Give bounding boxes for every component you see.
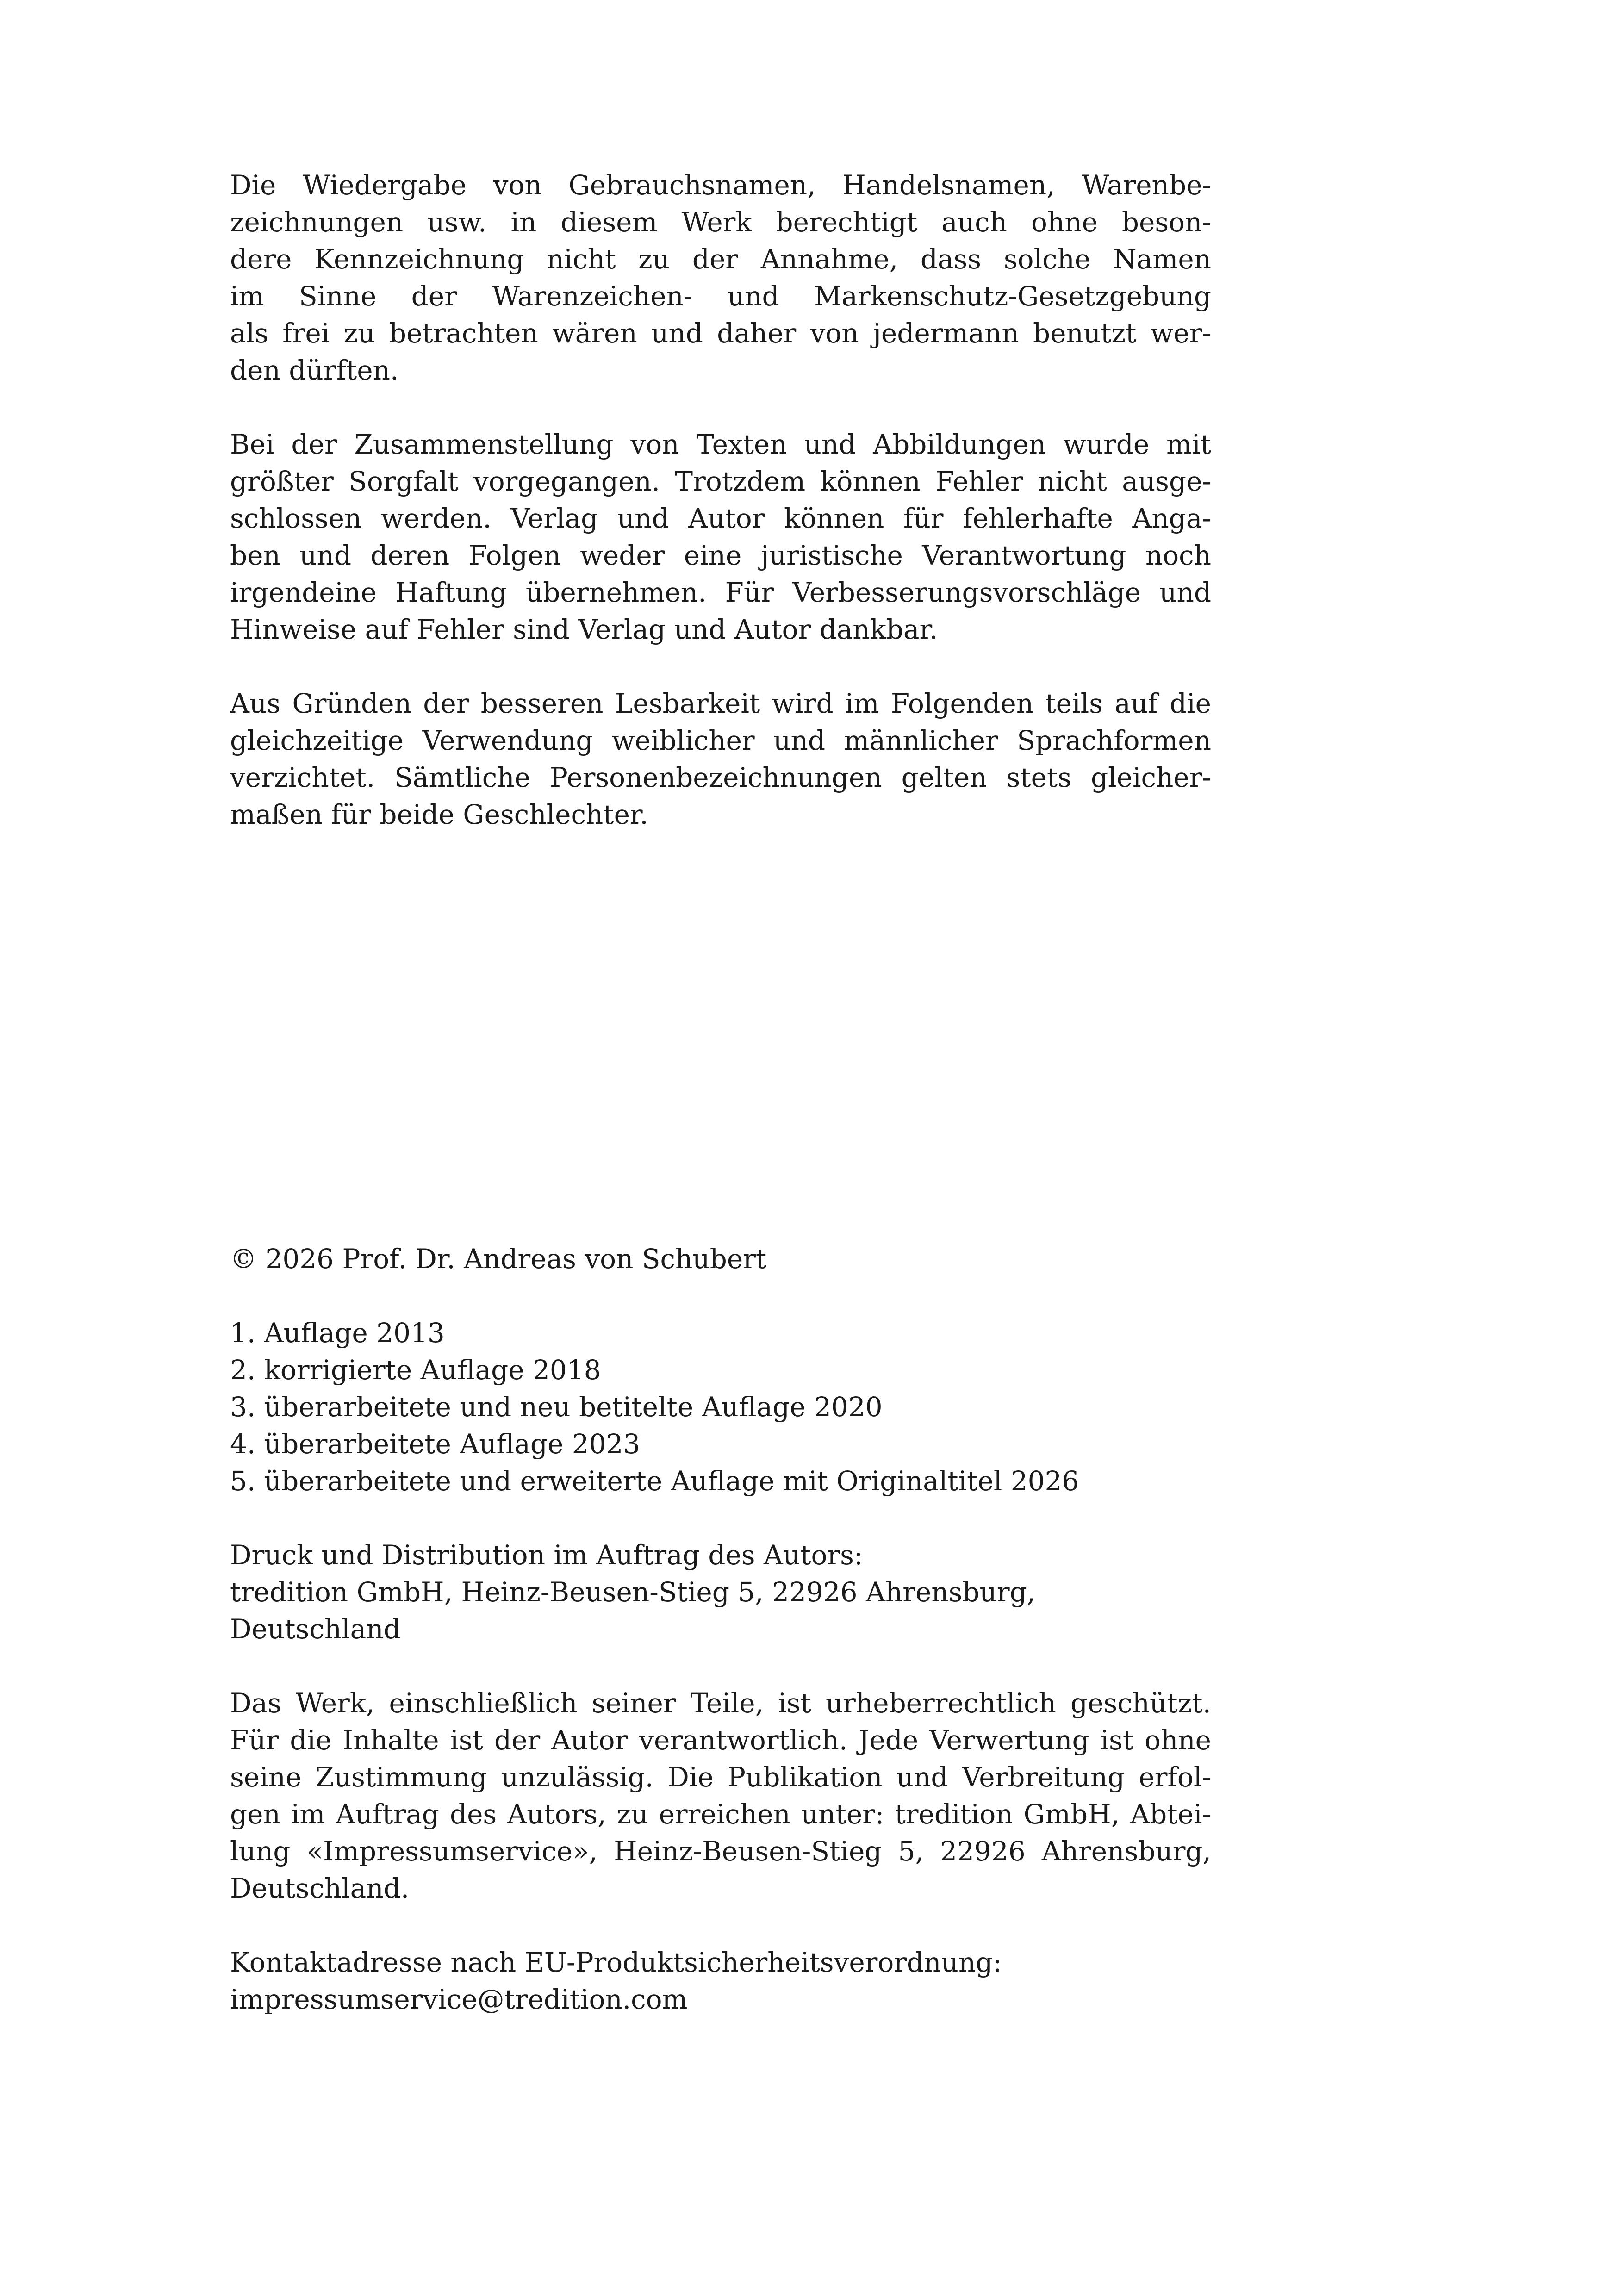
liability-notice: [230, 426, 1211, 648]
text-line: Hinweise auf Fehler sind Verlag und Autor dankbar.: [230, 614, 938, 645]
edition-line: 2. korrigierte Auflage 2018: [230, 1354, 601, 1386]
text-line: seine Zustimmung unzulässig. Die Publikation und Verbreitung erfol-: [230, 1761, 1211, 1793]
text-line: maßen für beide Geschlechter.: [230, 799, 648, 830]
distribution-block: [230, 1537, 1211, 1648]
text-line: Aus Gründen der besseren Lesbarkeit wird im Folgenden teils auf die: [230, 688, 1211, 719]
contact-email: impressumservice@tredition.com: [230, 1984, 688, 2015]
distribution-line: Druck und Distribution im Auftrag des Autors:: [230, 1539, 863, 1571]
legal-notices: [230, 167, 1211, 833]
text-line: schlossen werden. Verlag und Autor können für fehlerhafte Anga-: [230, 503, 1211, 534]
distribution-line: tredition GmbH, Heinz-Beusen-Stieg 5, 22926 Ahrensburg,: [230, 1576, 1036, 1608]
edition-line: 4. überarbeitete Auflage 2023: [230, 1428, 641, 1460]
text-line: gen im Auftrag des Autors, zu erreichen unter: tredition GmbH, Abtei-: [230, 1798, 1211, 1830]
text-line: Für die Inhalte ist der Autor verantwortlich. Jede Verwertung ist ohne: [230, 1724, 1211, 1756]
text-line: als frei zu betrachten wären und daher von jedermann benutzt wer-: [230, 317, 1211, 349]
imprint-details: [230, 1240, 1211, 2018]
text-line: zeichnungen usw. in diesem Werk berechtigt auch ohne beson-: [230, 206, 1211, 238]
edition-line: 1. Auflage 2013: [230, 1317, 445, 1349]
distribution-line: Deutschland: [230, 1613, 401, 1645]
text-line: den dürften.: [230, 355, 399, 386]
copyright-line: © 2026 Prof. Dr. Andreas von Schubert: [230, 1243, 767, 1275]
contact-label: Kontaktadresse nach EU-Produktsicherheitsverordnung:: [230, 1947, 1002, 1978]
contact-block: [230, 1944, 1211, 2018]
edition-history: [230, 1314, 1211, 1500]
text-line: Das Werk, einschließlich seiner Teile, ist urheberrechtlich geschützt.: [230, 1687, 1211, 1719]
text-line: irgendeine Haftung übernehmen. Für Verbesserungsvorschläge und: [230, 577, 1211, 608]
copyright-block: [230, 1240, 1211, 1277]
text-line: Bei der Zusammenstellung von Texten und Abbildungen wurde mit: [230, 429, 1211, 460]
text-line: verzichtet. Sämtliche Personenbezeichnungen gelten stets gleicher-: [230, 762, 1211, 793]
text-line: gleichzeitige Verwendung weiblicher und männlicher Sprachformen: [230, 725, 1211, 756]
text-line: lung «Impressumservice», Heinz-Beusen-Stieg 5, 22926 Ahrensburg,: [230, 1836, 1211, 1867]
gender-language-notice: [230, 685, 1211, 833]
trademark-notice: [230, 167, 1211, 389]
copyright-rights-notice: [230, 1685, 1211, 1907]
text-line: größter Sorgfalt vorgegangen. Trotzdem können Fehler nicht ausge-: [230, 466, 1211, 497]
text-line: Deutschland.: [230, 1873, 410, 1904]
text-line: im Sinne der Warenzeichen- und Markenschutz-Gesetzgebung: [230, 280, 1211, 312]
text-line: ben und deren Folgen weder eine juristische Verantwortung noch: [230, 540, 1211, 571]
text-line: dere Kennzeichnung nicht zu der Annahme, dass solche Namen: [230, 243, 1211, 275]
edition-line: 3. überarbeitete und neu betitelte Auflage 2020: [230, 1391, 883, 1423]
text-line: Die Wiedergabe von Gebrauchsnamen, Handelsnamen, Warenbe-: [230, 169, 1211, 201]
edition-line: 5. überarbeitete und erweiterte Auflage mit Originaltitel 2026: [230, 1465, 1079, 1497]
